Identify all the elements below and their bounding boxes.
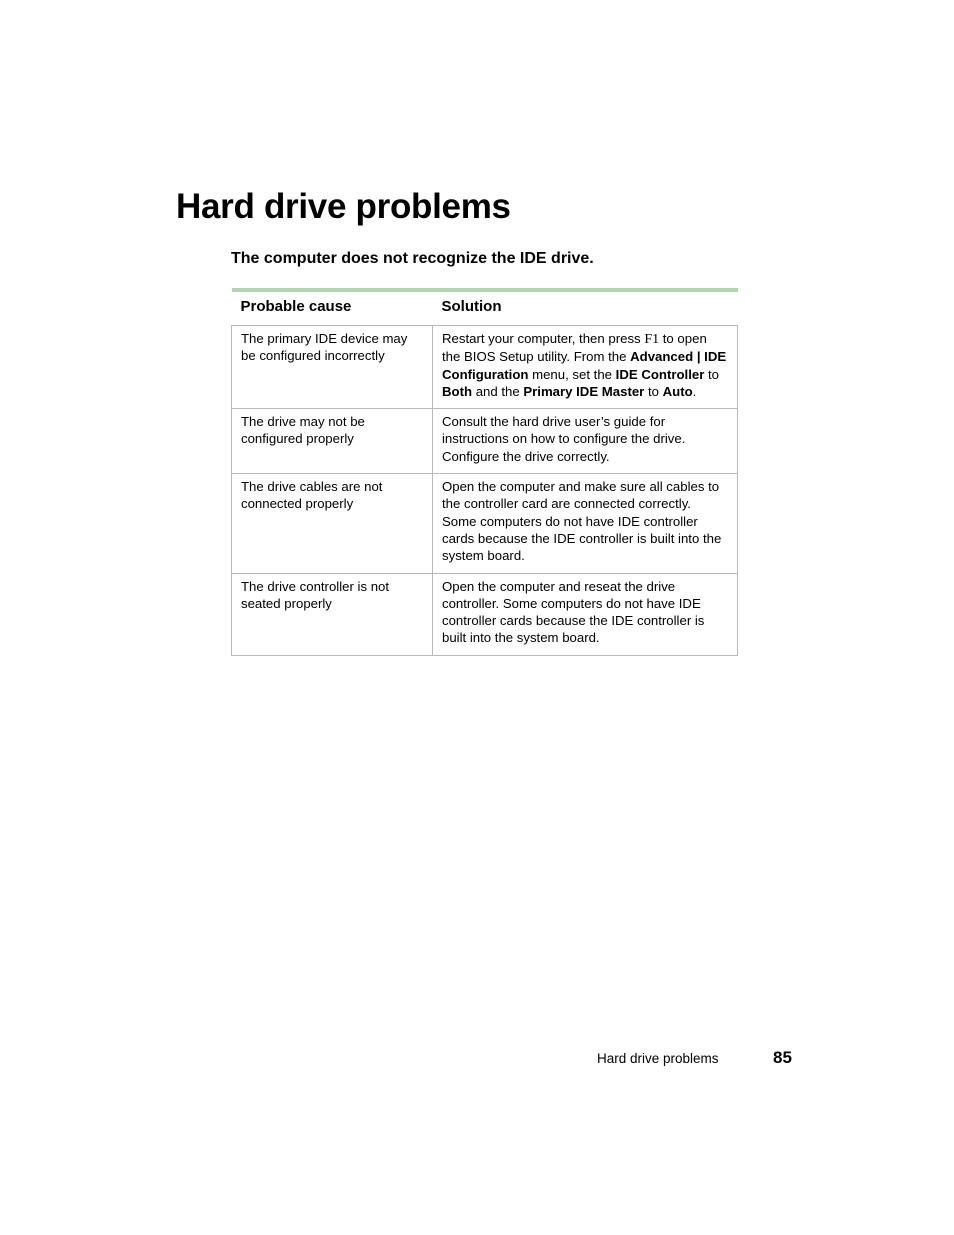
- solution-text: Restart your computer, then press: [442, 331, 645, 346]
- solution-text: menu, set the: [528, 366, 616, 382]
- table-row: [232, 409, 738, 474]
- solution-text: to open the BIOS Setup utility. From the: [442, 331, 707, 365]
- cause-cell: The drive cables are not connected properly: [232, 474, 433, 573]
- solution-cell: Consult the hard drive user’s guide for instructions on how to configure the drive. Configure the drive correctly.: [433, 409, 738, 474]
- setting-value: Both: [442, 383, 473, 399]
- solution-text: .: [692, 383, 697, 399]
- solution-text: to: [644, 383, 663, 399]
- table-row: [232, 326, 738, 409]
- footer-section-title: Hard drive problems: [597, 1051, 719, 1066]
- solution-cell: [433, 326, 738, 409]
- cause-cell: The drive controller is not seated properly: [232, 573, 433, 655]
- cause-cell: The primary IDE device may be configured incorrectly: [232, 326, 433, 409]
- setting-value: Auto: [662, 383, 693, 399]
- key-name: F1: [644, 332, 660, 347]
- solution-text: to: [704, 366, 719, 382]
- table-header-row: [232, 290, 738, 326]
- issue-heading: The computer does not recognize the IDE drive.: [231, 250, 594, 267]
- troubleshooting-table: [231, 288, 738, 656]
- page-title: Hard drive problems: [176, 187, 511, 226]
- page-number: 85: [773, 1048, 792, 1067]
- column-header-solution: Solution: [433, 290, 738, 326]
- setting-name: Primary IDE Master: [523, 383, 645, 399]
- table-row: [232, 573, 738, 655]
- cause-cell: The drive may not be configured properly: [232, 409, 433, 474]
- solution-text: and the: [472, 383, 524, 399]
- table-row: [232, 474, 738, 573]
- column-header-cause: Probable cause: [232, 290, 433, 326]
- solution-cell: Open the computer and reseat the drive controller. Some computers do not have IDE controller cards because the IDE controller is built into the system board.: [433, 573, 738, 655]
- setting-name: IDE Controller: [615, 366, 705, 382]
- menu-path: Advanced | IDE Configuration: [442, 349, 727, 382]
- solution-cell: Open the computer and make sure all cables to the controller card are connected correctly. Some computers do not have IDE controller cards because the IDE controller is built into the system board.: [433, 474, 738, 573]
